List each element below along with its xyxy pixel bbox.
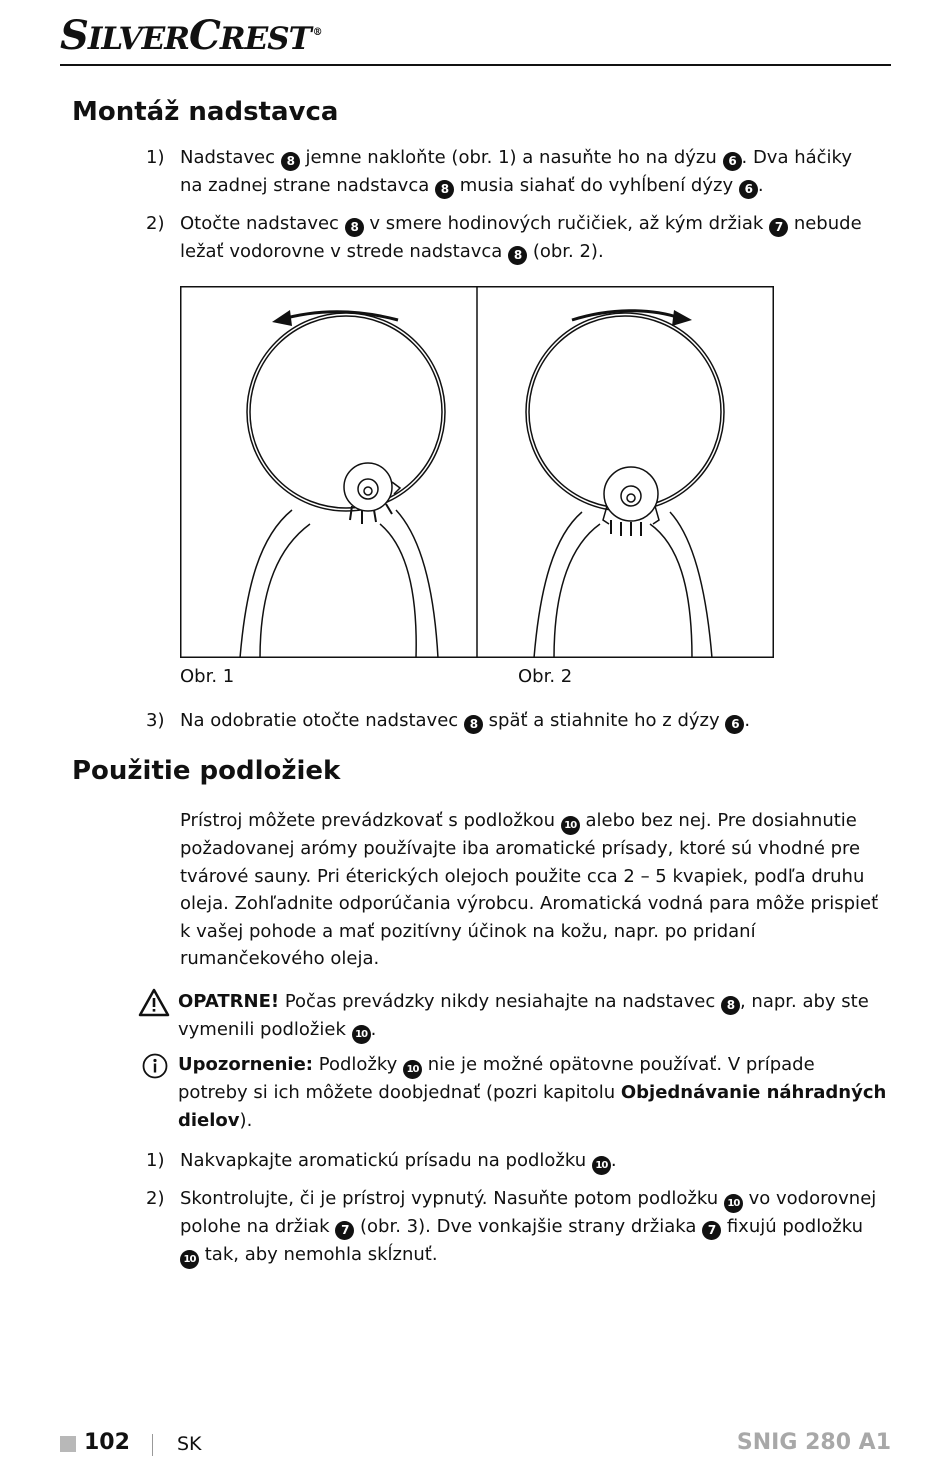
model-number: SNIG 280 A1 [736, 1430, 891, 1455]
assembly-step-3: 3) Na odobratie otočte nadstavec 8 späť a stiahnite ho z dýzy 6 . [146, 707, 886, 737]
footer-divider [152, 1434, 153, 1456]
part-10-badge: 10 [403, 1060, 422, 1079]
warning-triangle-icon [138, 988, 170, 1018]
part-10-badge: 10 [592, 1156, 611, 1175]
part-6-badge: 6 [723, 152, 742, 171]
figure-2-drawing [526, 311, 724, 658]
section-title-pads: Použitie podložiek [72, 756, 341, 786]
pads-step-1: 1) Nakvapkajte aromatickú prísadu na podložku 10 . [146, 1147, 886, 1177]
info-icon [142, 1053, 168, 1079]
part-10-badge: 10 [352, 1025, 371, 1044]
figure-1-caption: Obr. 1 [180, 666, 235, 687]
page-number: 102 [84, 1430, 130, 1455]
spare-parts-chapter-link: Objednávanie náhradných dielov [178, 1082, 887, 1131]
caution-notice: OPATRNE! Počas prevádzky nikdy nesiahajte na nadstavec 8 , napr. aby ste vymenili podložiek 10 . [138, 988, 890, 1048]
pads-intro-paragraph: Prístroj môžete prevádzkovať s podložkou 10 alebo bez nej. Pre dosiahnutie požadovanej arómy používajte iba aromatické prísady, ktoré sú vhodné pre tvárové sauny. Pri éterických olejoch použite cca 2 – 5 kvapiek, podľa druhu oleja. Zohľadnite odporúčania výrobcu. Aromatická vodná para môže prispieť k vašej pohode a mať pozitívny účinok na kožu, napr. po pridaní rumančekového oleja. [180, 810, 879, 970]
part-10-badge: 10 [561, 816, 580, 835]
part-8-badge: 8 [464, 715, 483, 734]
part-7-badge: 7 [702, 1221, 721, 1240]
part-8-badge: 8 [345, 218, 364, 237]
pads-step-2: 2) Skontrolujte, či je prístroj vypnutý. Nasuňte potom podložku 10 vo vodorovnej polohe na držiak 7 (obr. 3). Dve vonkajšie strany držiaka 7 fixujú podložku 10 tak, aby nemohla skĺznuť. [146, 1185, 886, 1275]
figure-2-caption: Obr. 2 [518, 666, 573, 687]
part-10-badge: 10 [180, 1250, 199, 1269]
footer-marker [60, 1436, 76, 1452]
part-8-badge: 8 [721, 996, 740, 1015]
part-8-badge: 8 [435, 180, 454, 199]
page-header [60, 8, 891, 66]
part-8-badge: 8 [281, 152, 300, 171]
info-notice: Upozornenie: Podložky 10 nie je možné opätovne používať. V prípade potreby si ich môžete doobjednať (pozri kapitolu Objednávanie náhradných dielov). [138, 1051, 890, 1135]
assembly-figures [180, 286, 774, 658]
figure-1-drawing [240, 312, 445, 658]
part-7-badge: 7 [769, 218, 788, 237]
section-title-assembly: Montáž nadstavca [72, 97, 339, 127]
part-6-badge: 6 [739, 180, 758, 199]
part-7-badge: 7 [335, 1221, 354, 1240]
part-8-badge: 8 [508, 246, 527, 265]
page-footer [60, 1430, 891, 1459]
part-6-badge: 6 [725, 715, 744, 734]
assembly-step-1: 1) Nadstavec 8 jemne nakloňte (obr. 1) a nasuňte ho na dýzu 6 . Dva háčiky na zadnej strane nadstavca 8 musia siahať do vyhĺbení dýzy 6 . [146, 144, 886, 204]
part-10-badge: 10 [724, 1194, 743, 1213]
brand-logo: SILVERCREST ® [60, 12, 322, 59]
assembly-step-2: 2) Otočte nadstavec 8 v smere hodinových ručičiek, až kým držiak 7 nebude ležať vodorovne v strede nadstavca 8 (obr. 2). [146, 210, 886, 270]
language-code: SK [177, 1433, 202, 1455]
